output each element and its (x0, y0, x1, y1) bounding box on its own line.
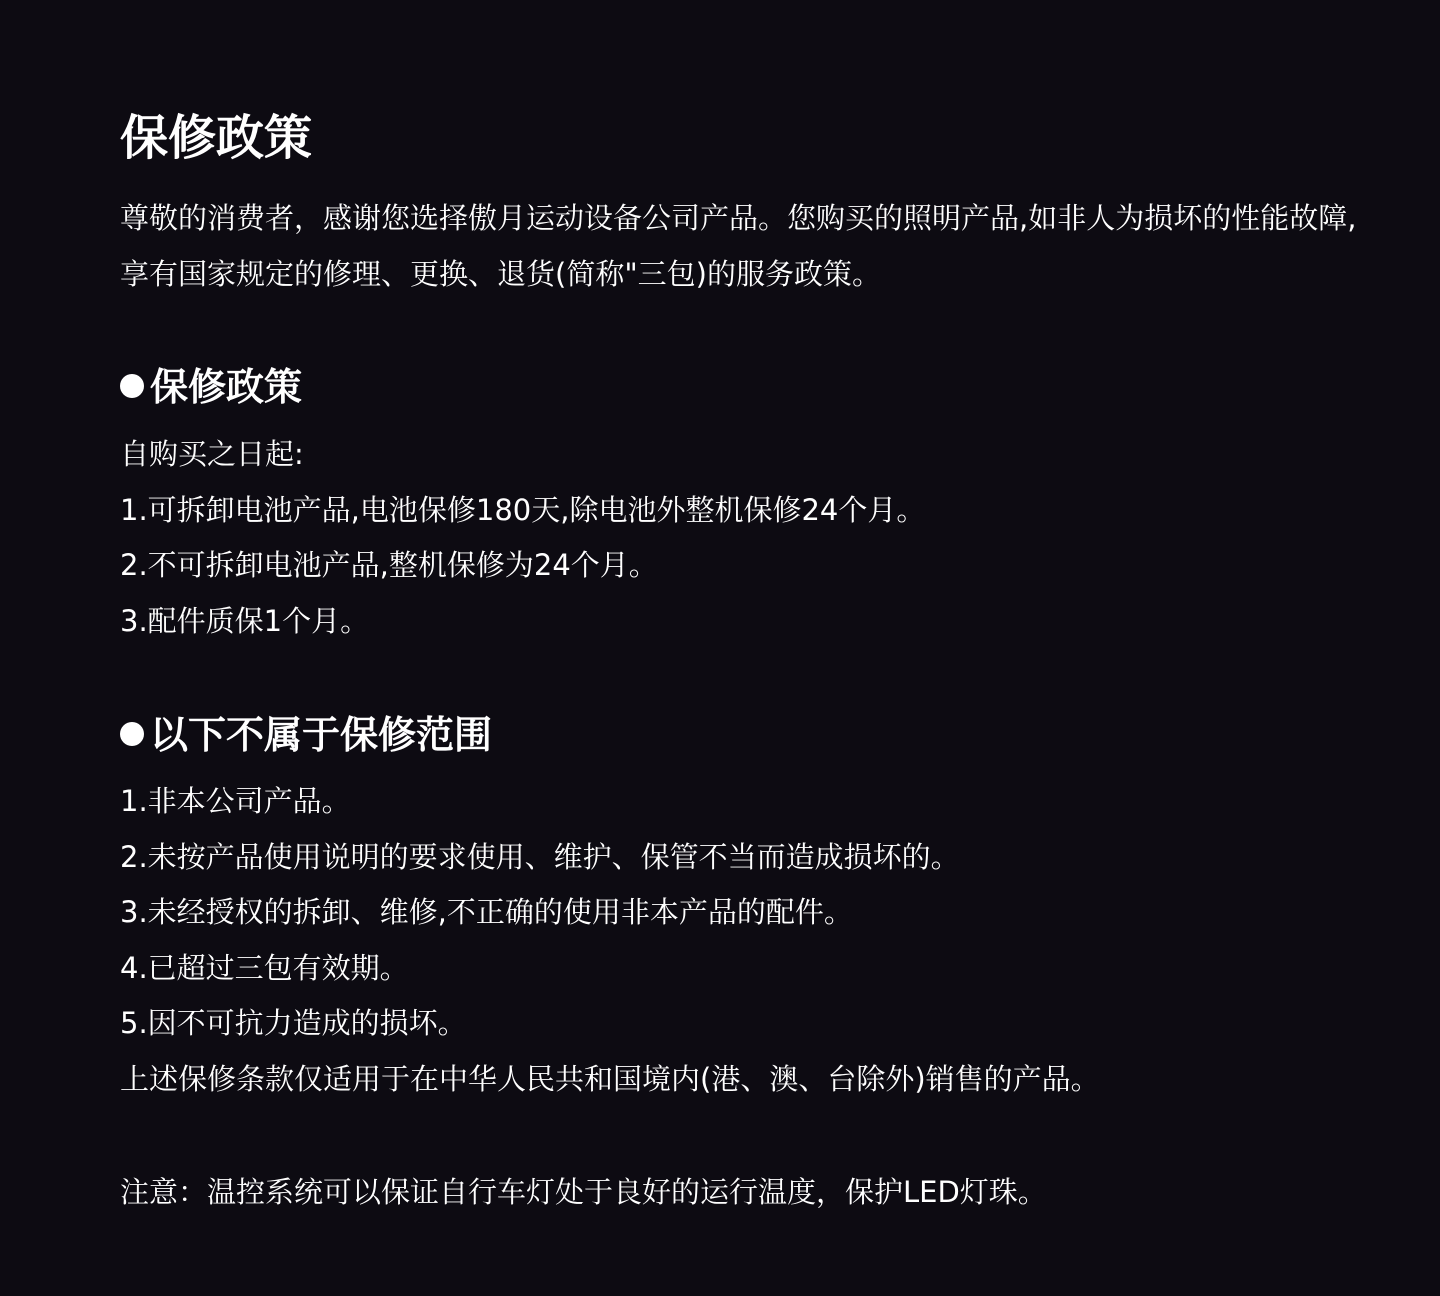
exclusion-line: 3.未经授权的拆卸、维修,不正确的使用非本产品的配件。 (120, 895, 853, 930)
exclusions-heading-label: 以下不属于保修范围 (150, 713, 493, 757)
bullet-dot-icon (120, 722, 144, 746)
exclusion-line: 2.未按产品使用说明的要求使用、维护、保管不当而造成损坏的。 (120, 839, 960, 874)
exclusions-heading (120, 710, 492, 760)
warranty-line: 2.不可拆卸电池产品,整机保修为24个月。 (120, 548, 658, 583)
exclusion-line: 1.非本公司产品。 (120, 784, 351, 818)
warranty-line: 自购买之日起: (120, 437, 304, 471)
page-title: 保修政策 (120, 110, 313, 166)
exclusions-list (120, 774, 1380, 1108)
warranty-list (120, 427, 1380, 649)
note-text: 注意：温控系统可以保证自行车灯处于良好的运行温度，保护LED灯珠。 (120, 1175, 1047, 1209)
warranty-heading (120, 362, 302, 412)
exclusion-line: 4.已超过三包有效期。 (120, 950, 409, 985)
warranty-heading-label: 保修政策 (150, 365, 303, 409)
warranty-line: 1.可拆卸电池产品,电池保修180天,除电池外整机保修24个月。 (120, 492, 926, 527)
warranty-line: 3.配件质保1个月。 (120, 603, 370, 638)
intro-paragraph: 尊敬的消费者，感谢您选择傲月运动设备公司产品。您购买的照明产品,如非人为损坏的性能故障,享有国家规定的修理、更换、退货(简称"三包)的服务政策。 (120, 201, 1357, 291)
exclusion-line: 上述保修条款仅适用于在中华人民共和国境内(港、澳、台除外)销售的产品。 (120, 1061, 1100, 1096)
exclusion-line: 5.因不可抗力造成的损坏。 (120, 1006, 467, 1041)
bullet-dot-icon (120, 374, 144, 398)
